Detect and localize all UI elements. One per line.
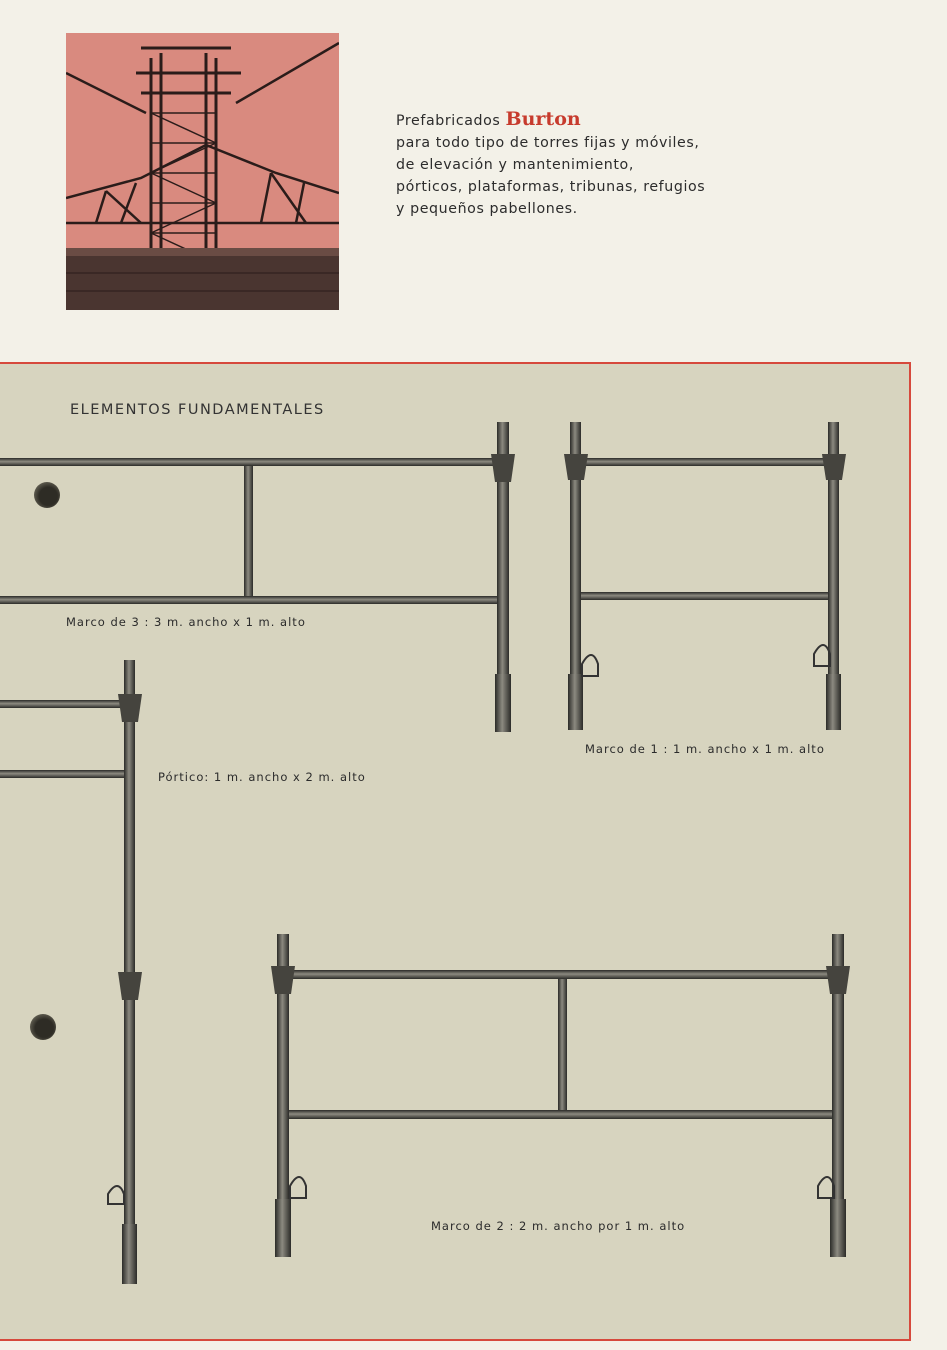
intro-text <box>396 108 816 220</box>
brand-logo: Burton <box>505 108 581 130</box>
intro-prefix: Prefabricados <box>396 113 501 129</box>
caption-marco-3: Marco de 3 : 3 m. ancho x 1 m. alto <box>66 615 306 629</box>
intro-line: de elevación y mantenimiento, <box>396 157 634 173</box>
caption-marco-2: Marco de 2 : 2 m. ancho por 1 m. alto <box>431 1219 686 1233</box>
intro-line: y pequeños pabellones. <box>396 201 578 217</box>
scaffold-tower-photo <box>66 33 339 310</box>
marco-3m-frame <box>0 422 515 732</box>
marco-2m-frame <box>271 934 850 1257</box>
frames-illustration <box>0 364 909 1339</box>
marco-1m-frame <box>564 422 846 730</box>
section-title: ELEMENTOS FUNDAMENTALES <box>70 402 325 418</box>
caption-marco-1: Marco de 1 : 1 m. ancho x 1 m. alto <box>585 742 825 756</box>
intro-line: para todo tipo de torres fijas y móviles, <box>396 135 700 151</box>
caption-portico: Pórtico: 1 m. ancho x 2 m. alto <box>158 770 366 784</box>
elements-panel <box>0 362 911 1341</box>
intro-heading <box>396 108 816 132</box>
portico-frame <box>0 660 142 1284</box>
intro-line: pórticos, plataformas, tribunas, refugios <box>396 179 706 195</box>
